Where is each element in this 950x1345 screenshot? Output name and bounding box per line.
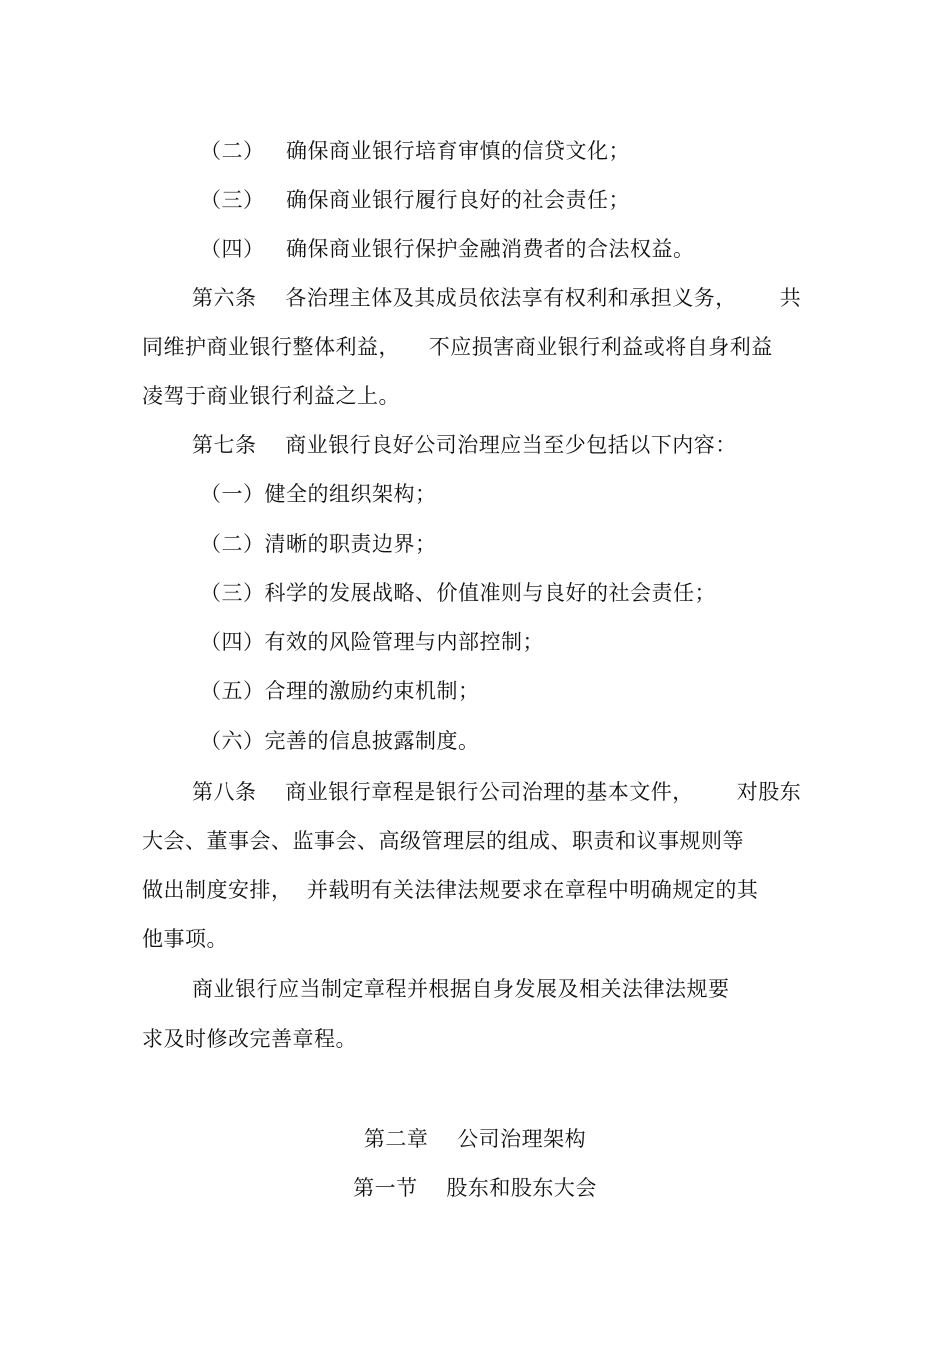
list-item: （三）科学的发展战略、价值准则与良好的社会责任； [200, 581, 716, 605]
list-item: （一）健全的组织架构； [200, 482, 437, 506]
paragraph-line: 他事项。 [142, 927, 228, 951]
paragraph-line: 做出制度安排， 并载明有关法律法规要求在章程中明确规定的其 [142, 878, 759, 902]
article-6-line: 第六条 各治理主体及其成员依法享有权利和承担义务， 共 [192, 286, 802, 310]
list-item: （二）清晰的职责边界； [200, 532, 437, 556]
section-title: 第一节 股东和股东大会 [353, 1176, 597, 1200]
paragraph-line: 商业银行应当制定章程并根据自身发展及相关法律法规要 [192, 977, 730, 1001]
paragraph-line: 求及时修改完善章程。 [142, 1027, 357, 1051]
paragraph-line: 同维护商业银行整体利益， 不应损害商业银行利益或将自身利益 [142, 335, 773, 359]
paragraph-line: 凌驾于商业银行利益之上。 [142, 384, 400, 408]
list-item: （五）合理的激励约束机制； [200, 679, 480, 703]
paragraph-line: （四） 确保商业银行保护金融消费者的合法权益。 [200, 237, 695, 261]
list-item: （六）完善的信息披露制度。 [200, 729, 480, 753]
chapter-title: 第二章 公司治理架构 [363, 1127, 587, 1151]
paragraph-line: 大会、董事会、监事会、高级管理层的组成、职责和议事规则等 [142, 829, 744, 853]
paragraph-line: （二） 确保商业银行培育审慎的信贷文化； [200, 139, 631, 163]
article-7-line: 第七条 商业银行良好公司治理应当至少包括以下内容： [192, 433, 737, 457]
list-item: （四）有效的风险管理与内部控制； [200, 630, 544, 654]
paragraph-line: （三） 确保商业银行履行良好的社会责任； [200, 188, 631, 212]
article-8-line: 第八条 商业银行章程是银行公司治理的基本文件， 对股东 [192, 780, 802, 804]
